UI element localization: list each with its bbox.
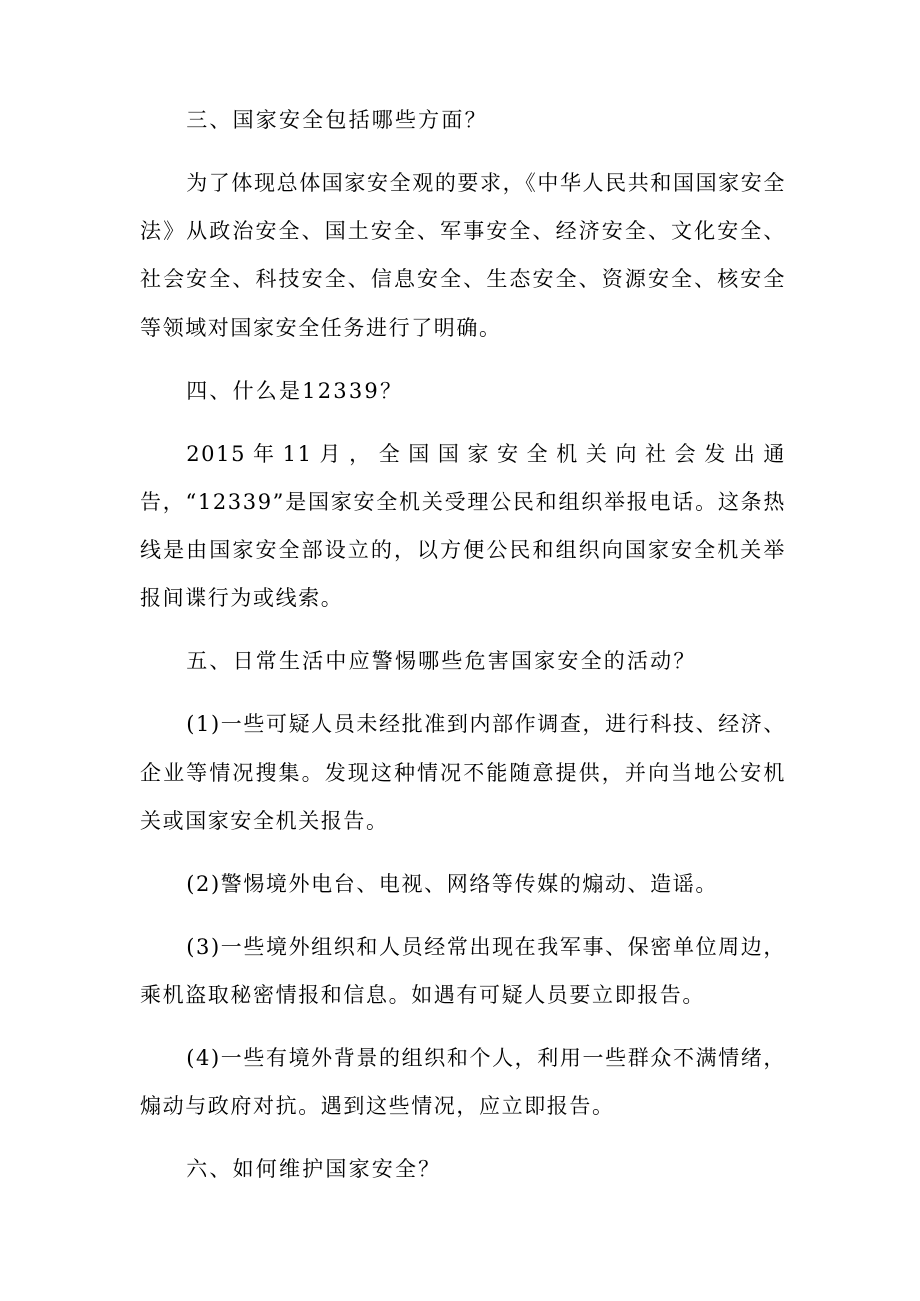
section-heading-6: 六、如何维护国家安全？ [186,1156,442,1181]
paragraph-item-1: (1)一些可疑人员未经批准到内部作调查，进行科技、经济、企业等情况搜集。发现这种情况不能随意提供，并向当地公安机关或国家安全机关报告。 [140,712,786,833]
section-heading-4: 四、什么是12339？ [186,378,404,403]
section-heading-3: 三、国家安全包括哪些方面？ [186,108,488,132]
document-body [140,96,786,1208]
paragraph-item-3: (3)一些境外组织和人员经常出现在我军事、保密单位周边，乘机盗取秘密情报和信息。如遇有可疑人员要立即报告。 [140,934,786,1007]
paragraph-security-scope: 为了体现总体国家安全观的要求，《中华人民共和国国家安全法》从政治安全、国土安全、军事安全、经济安全、文化安全、社会安全、科技安全、信息安全、生态安全、资源安全、核安全等领域对国家安全任务进行了明确。 [140,170,786,340]
paragraph-item-2: (2)警惕境外电台、电视、网络等传媒的煽动、造谣。 [186,871,718,896]
paragraph-hotline: 2015年11月，全国国家安全机关向社会发出通告，“12339”是国家安全机关受理公民和组织举报电话。这条热线是由国家安全部设立的，以方便公民和组织向国家安全机关举报间谍行为或线索。 [140,441,786,611]
section-heading-5: 五、日常生活中应警惕哪些危害国家安全的活动？ [186,649,697,674]
paragraph-item-4: (4)一些有境外背景的组织和个人，利用一些群众不满情绪，煽动与政府对抗。遇到这些情况，应立即报告。 [140,1045,786,1119]
